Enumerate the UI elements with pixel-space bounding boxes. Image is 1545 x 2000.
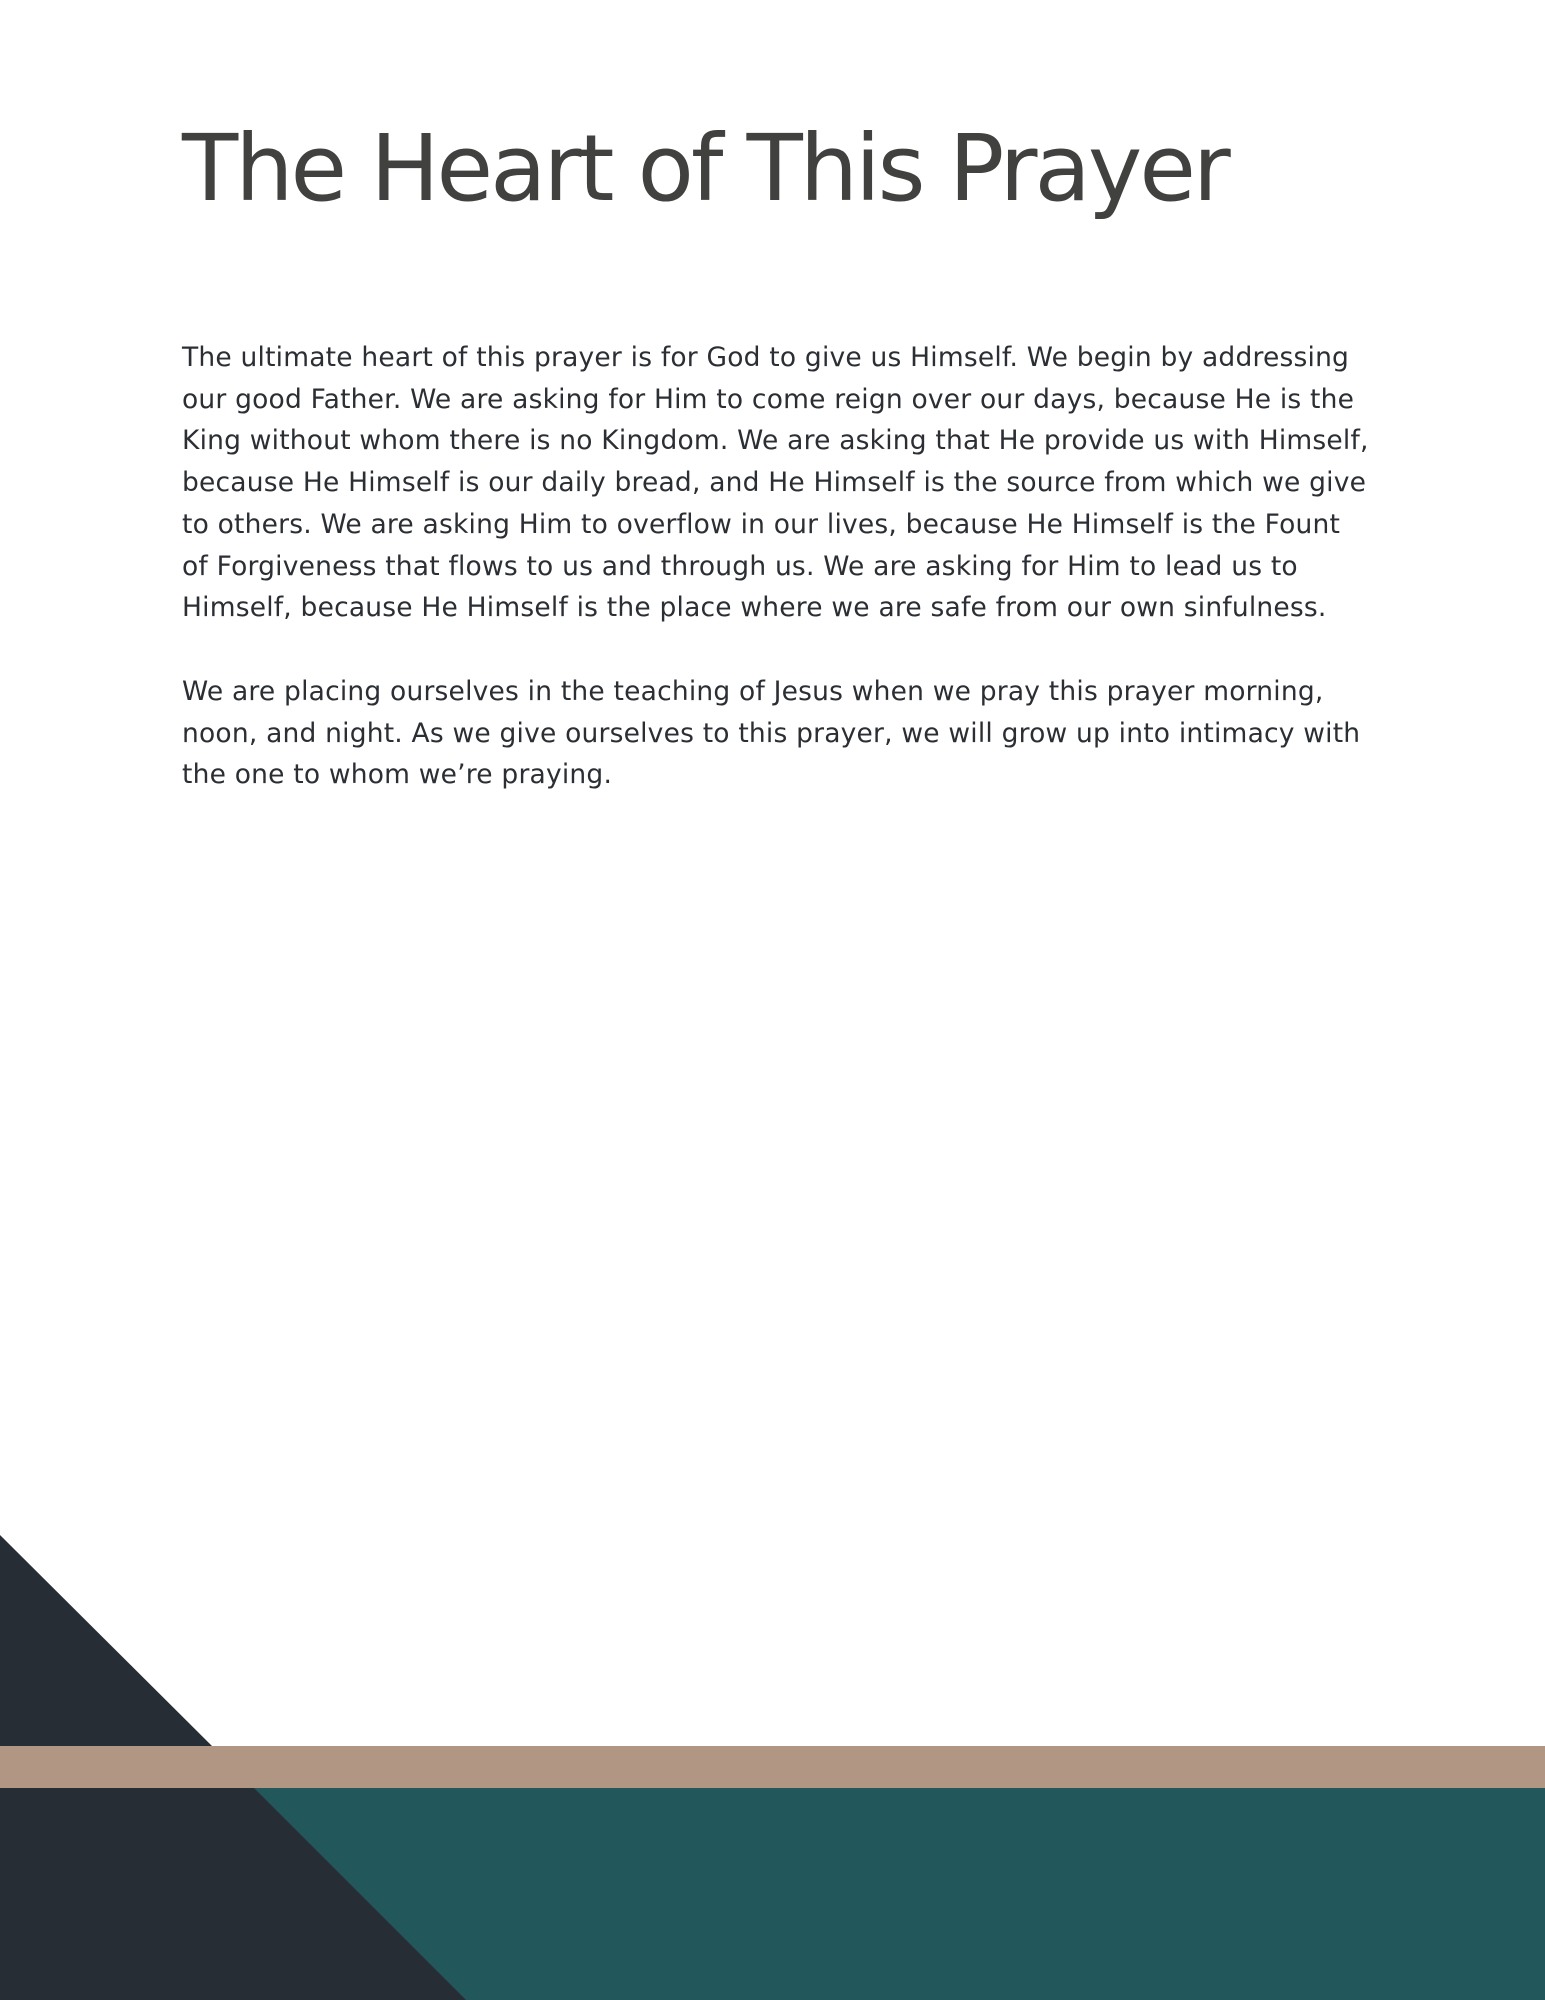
paragraph-2: We are placing ourselves in the teaching of Jesus when we pray this prayer morning, noon, and night. As we give ourselves to this prayer, we will grow up into intimacy with the one to whom we’re praying.	[182, 675, 1361, 791]
page-title: The Heart of This Prayer	[182, 115, 1228, 222]
footer-decoration	[0, 1500, 1545, 2000]
dark-triangle-upper	[0, 1535, 212, 1746]
tan-band	[0, 1746, 1545, 1788]
paragraph-1: The ultimate heart of this prayer is for God to give us Himself. We begin by addressing our good Father. We are asking for Him to come reign over our days, because He is the King without whom there is no Kingdom. We are asking that He provide us with Himself, because He Himself is our daily bread, and He Himself is the source from which we give to others. We are asking Him to overflow in our lives, because He Himself is the Fount of Forgiveness that flows to us and through us. We are asking for Him to lead us to Himself, because He Himself is the place where we are safe from our own sinfulness.	[182, 342, 1369, 624]
body-text	[182, 337, 1372, 838]
